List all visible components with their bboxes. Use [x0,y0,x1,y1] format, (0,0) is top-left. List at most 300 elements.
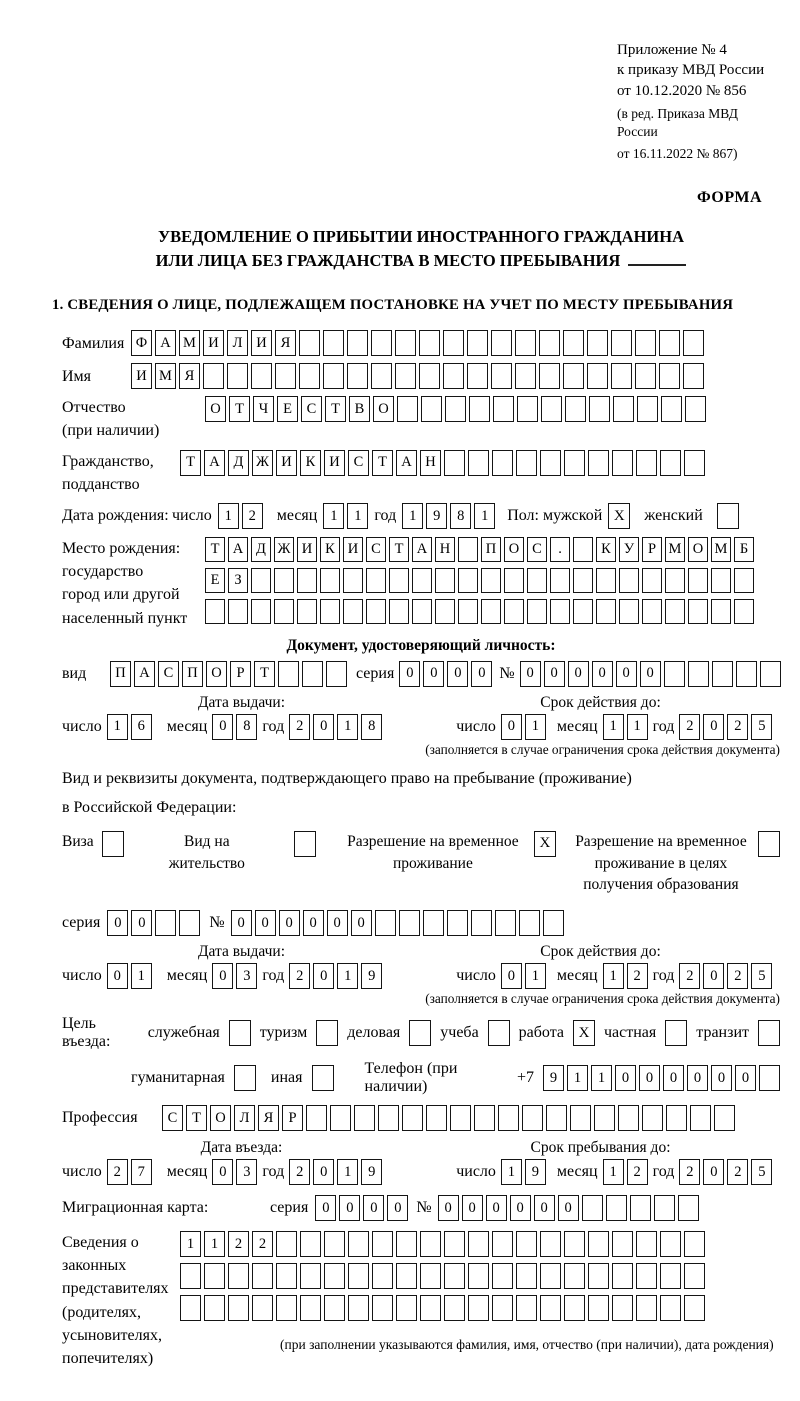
char-box[interactable]: 0 [471,661,492,687]
char-box[interactable]: Д [228,450,249,476]
char-box[interactable] [504,599,524,624]
char-box[interactable]: 8 [450,503,471,529]
char-box[interactable]: Т [254,661,275,687]
char-box[interactable]: Т [389,537,409,562]
char-box[interactable]: 9 [361,963,382,989]
char-box[interactable] [205,599,225,624]
char-box[interactable] [517,396,538,422]
char-box[interactable]: 2 [627,963,648,989]
char-box[interactable] [274,568,294,593]
char-box[interactable]: 0 [351,910,372,936]
char-box[interactable]: 1 [337,714,358,740]
char-box[interactable] [587,330,608,356]
char-box[interactable]: И [131,363,152,389]
char-box[interactable] [594,1105,615,1131]
char-box[interactable]: 0 [212,1159,233,1185]
char-box[interactable] [297,568,317,593]
char-box[interactable]: 0 [363,1195,384,1221]
char-box[interactable] [481,568,501,593]
char-box[interactable] [683,363,704,389]
char-box[interactable] [450,1105,471,1131]
char-box[interactable] [468,1231,489,1257]
char-box[interactable] [347,363,368,389]
char-box[interactable] [659,330,680,356]
char-box[interactable]: Е [205,568,225,593]
char-box[interactable]: 1 [337,963,358,989]
char-box[interactable] [519,910,540,936]
char-box[interactable] [274,599,294,624]
char-box[interactable] [396,1263,417,1289]
char-box[interactable] [447,910,468,936]
char-box[interactable]: И [324,450,345,476]
char-box[interactable] [179,910,200,936]
char-box[interactable] [516,1295,537,1321]
char-box[interactable] [635,330,656,356]
char-box[interactable]: П [182,661,203,687]
char-box[interactable] [564,450,585,476]
char-box[interactable]: К [320,537,340,562]
char-box[interactable]: 0 [303,910,324,936]
char-box[interactable]: И [297,537,317,562]
char-box[interactable] [515,330,536,356]
char-box[interactable] [227,363,248,389]
char-box[interactable]: 0 [315,1195,336,1221]
char-box[interactable] [684,1295,705,1321]
char-box[interactable]: 0 [462,1195,483,1221]
char-box[interactable] [688,568,708,593]
char-box[interactable] [637,396,658,422]
char-box[interactable]: 2 [727,1159,748,1185]
char-box[interactable]: Т [186,1105,207,1131]
char-box[interactable]: 0 [640,661,661,687]
char-box[interactable] [564,1295,585,1321]
char-box[interactable] [540,1295,561,1321]
char-box[interactable]: Л [227,330,248,356]
char-box[interactable]: 0 [131,910,152,936]
char-box[interactable]: 1 [525,963,546,989]
char-box[interactable]: 0 [327,910,348,936]
char-box[interactable] [563,363,584,389]
char-box[interactable] [458,599,478,624]
char-box[interactable]: 0 [486,1195,507,1221]
char-box[interactable]: 1 [591,1065,612,1091]
char-box[interactable]: Ж [274,537,294,562]
char-box[interactable] [539,330,560,356]
char-box[interactable] [444,1295,465,1321]
char-box[interactable] [712,661,733,687]
sex-male-checkbox[interactable]: X [608,503,630,529]
char-box[interactable] [300,1231,321,1257]
char-box[interactable] [420,1231,441,1257]
char-box[interactable]: О [210,1105,231,1131]
char-box[interactable] [299,363,320,389]
char-box[interactable] [444,1231,465,1257]
char-box[interactable]: 2 [228,1231,249,1257]
char-box[interactable]: 0 [212,963,233,989]
char-box[interactable]: 0 [703,714,724,740]
char-box[interactable] [471,910,492,936]
char-box[interactable] [420,1263,441,1289]
char-box[interactable] [324,1295,345,1321]
char-box[interactable] [540,1231,561,1257]
char-box[interactable]: 0 [558,1195,579,1221]
char-box[interactable] [492,1231,513,1257]
char-box[interactable] [563,330,584,356]
char-box[interactable] [412,568,432,593]
char-box[interactable]: О [205,396,226,422]
char-box[interactable]: 1 [525,714,546,740]
char-box[interactable] [606,1195,627,1221]
char-box[interactable]: У [619,537,639,562]
char-box[interactable] [228,599,248,624]
char-box[interactable] [323,363,344,389]
char-box[interactable] [299,330,320,356]
purpose-transit-checkbox[interactable] [758,1020,780,1046]
char-box[interactable]: 0 [339,1195,360,1221]
char-box[interactable] [611,330,632,356]
char-box[interactable]: 0 [399,661,420,687]
char-box[interactable] [660,1295,681,1321]
purpose-other-checkbox[interactable] [312,1065,334,1091]
char-box[interactable] [372,1263,393,1289]
char-box[interactable]: 2 [679,963,700,989]
char-box[interactable] [527,599,547,624]
char-box[interactable] [492,1295,513,1321]
char-box[interactable] [495,910,516,936]
char-box[interactable] [348,1231,369,1257]
char-box[interactable] [276,1231,297,1257]
char-box[interactable]: О [373,396,394,422]
char-box[interactable]: 1 [204,1231,225,1257]
char-box[interactable] [423,910,444,936]
char-box[interactable]: 0 [438,1195,459,1221]
char-box[interactable]: 1 [474,503,495,529]
char-box[interactable] [636,1231,657,1257]
char-box[interactable]: 2 [679,714,700,740]
char-box[interactable] [690,1105,711,1131]
char-box[interactable] [180,1263,201,1289]
char-box[interactable]: 9 [361,1159,382,1185]
char-box[interactable] [306,1105,327,1131]
char-box[interactable] [630,1195,651,1221]
char-box[interactable]: 2 [242,503,263,529]
char-box[interactable]: М [711,537,731,562]
char-box[interactable]: И [276,450,297,476]
char-box[interactable] [435,568,455,593]
char-box[interactable] [550,568,570,593]
char-box[interactable] [688,599,708,624]
char-box[interactable]: Н [435,537,455,562]
char-box[interactable]: 0 [615,1065,636,1091]
char-box[interactable] [596,599,616,624]
char-box[interactable]: 0 [107,910,128,936]
char-box[interactable]: Б [734,537,754,562]
char-box[interactable] [588,1295,609,1321]
char-box[interactable] [366,568,386,593]
char-box[interactable]: 1 [501,1159,522,1185]
char-box[interactable] [348,1295,369,1321]
char-box[interactable] [661,396,682,422]
char-box[interactable] [324,1231,345,1257]
char-box[interactable]: 1 [323,503,344,529]
char-box[interactable] [565,396,586,422]
char-box[interactable] [421,396,442,422]
char-box[interactable]: С [527,537,547,562]
char-box[interactable]: 8 [361,714,382,740]
char-box[interactable]: А [396,450,417,476]
char-box[interactable]: 2 [727,714,748,740]
char-box[interactable]: Ф [131,330,152,356]
char-box[interactable] [468,1263,489,1289]
char-box[interactable] [564,1263,585,1289]
char-box[interactable] [203,363,224,389]
char-box[interactable] [588,1231,609,1257]
char-box[interactable]: 0 [687,1065,708,1091]
char-box[interactable] [596,568,616,593]
char-box[interactable] [468,1295,489,1321]
char-box[interactable] [642,599,662,624]
purpose-private-checkbox[interactable] [665,1020,687,1046]
char-box[interactable] [354,1105,375,1131]
char-box[interactable] [588,450,609,476]
char-box[interactable] [759,1065,780,1091]
char-box[interactable] [684,1231,705,1257]
char-box[interactable] [275,363,296,389]
char-box[interactable]: 8 [236,714,257,740]
char-box[interactable] [714,1105,735,1131]
char-box[interactable] [204,1295,225,1321]
char-box[interactable]: К [596,537,616,562]
char-box[interactable]: 1 [603,963,624,989]
char-box[interactable]: 6 [131,714,152,740]
char-box[interactable] [516,1263,537,1289]
char-box[interactable]: 2 [627,1159,648,1185]
char-box[interactable] [396,1295,417,1321]
char-box[interactable]: А [204,450,225,476]
char-box[interactable] [635,363,656,389]
char-box[interactable]: Ж [252,450,273,476]
char-box[interactable]: Т [372,450,393,476]
char-box[interactable] [540,450,561,476]
char-box[interactable]: 2 [289,963,310,989]
char-box[interactable] [516,1231,537,1257]
char-box[interactable]: И [251,330,272,356]
char-box[interactable] [734,599,754,624]
char-box[interactable] [343,568,363,593]
char-box[interactable]: О [688,537,708,562]
sex-female-checkbox[interactable] [717,503,739,529]
char-box[interactable] [228,1295,249,1321]
char-box[interactable]: 0 [255,910,276,936]
char-box[interactable]: 0 [735,1065,756,1091]
char-box[interactable]: 1 [402,503,423,529]
char-box[interactable] [612,1231,633,1257]
char-box[interactable] [522,1105,543,1131]
char-box[interactable] [516,450,537,476]
char-box[interactable] [252,1263,273,1289]
char-box[interactable]: 1 [603,714,624,740]
char-box[interactable] [326,661,347,687]
char-box[interactable]: 5 [751,963,772,989]
visa-checkbox[interactable] [102,831,124,857]
char-box[interactable]: Т [325,396,346,422]
char-box[interactable] [683,330,704,356]
char-box[interactable] [419,330,440,356]
purpose-work-checkbox[interactable]: X [573,1020,595,1046]
char-box[interactable]: 2 [107,1159,128,1185]
char-box[interactable]: 9 [525,1159,546,1185]
char-box[interactable] [228,1263,249,1289]
char-box[interactable] [573,568,593,593]
char-box[interactable] [180,1295,201,1321]
char-box[interactable] [711,568,731,593]
char-box[interactable] [278,661,299,687]
char-box[interactable]: 0 [313,963,334,989]
char-box[interactable] [588,1263,609,1289]
char-box[interactable] [612,1295,633,1321]
char-box[interactable] [612,450,633,476]
char-box[interactable]: Т [180,450,201,476]
char-box[interactable]: 0 [510,1195,531,1221]
char-box[interactable] [276,1295,297,1321]
char-box[interactable] [445,396,466,422]
char-box[interactable] [300,1263,321,1289]
residence-permit-checkbox[interactable] [294,831,316,857]
char-box[interactable] [664,661,685,687]
char-box[interactable] [665,568,685,593]
purpose-business-checkbox[interactable] [409,1020,431,1046]
char-box[interactable] [252,1295,273,1321]
char-box[interactable] [660,1231,681,1257]
char-box[interactable]: С [348,450,369,476]
char-box[interactable] [688,661,709,687]
char-box[interactable] [678,1195,699,1221]
char-box[interactable]: О [206,661,227,687]
char-box[interactable] [389,599,409,624]
char-box[interactable] [619,568,639,593]
char-box[interactable] [251,363,272,389]
purpose-tourism-checkbox[interactable] [316,1020,338,1046]
char-box[interactable]: В [349,396,370,422]
char-box[interactable] [642,568,662,593]
char-box[interactable]: 0 [212,714,233,740]
char-box[interactable]: 0 [423,661,444,687]
char-box[interactable]: 2 [289,714,310,740]
char-box[interactable]: 0 [520,661,541,687]
char-box[interactable] [573,537,593,562]
char-box[interactable]: О [504,537,524,562]
char-box[interactable]: А [228,537,248,562]
char-box[interactable] [492,1263,513,1289]
char-box[interactable] [468,450,489,476]
char-box[interactable] [371,330,392,356]
char-box[interactable] [276,1263,297,1289]
char-box[interactable] [467,330,488,356]
char-box[interactable] [375,910,396,936]
char-box[interactable]: Е [277,396,298,422]
char-box[interactable]: С [162,1105,183,1131]
char-box[interactable] [399,910,420,936]
char-box[interactable]: Д [251,537,271,562]
char-box[interactable] [474,1105,495,1131]
char-box[interactable] [371,363,392,389]
char-box[interactable]: 0 [279,910,300,936]
char-box[interactable] [300,1295,321,1321]
temp-residence-checkbox[interactable]: X [534,831,556,857]
char-box[interactable] [539,363,560,389]
char-box[interactable]: 1 [627,714,648,740]
char-box[interactable]: 1 [347,503,368,529]
char-box[interactable] [491,363,512,389]
char-box[interactable] [515,363,536,389]
char-box[interactable] [467,363,488,389]
char-box[interactable] [587,363,608,389]
char-box[interactable] [642,1105,663,1131]
char-box[interactable]: 7 [131,1159,152,1185]
char-box[interactable] [419,363,440,389]
char-box[interactable] [251,599,271,624]
char-box[interactable] [493,396,514,422]
char-box[interactable]: 0 [501,714,522,740]
char-box[interactable] [654,1195,675,1221]
char-box[interactable] [395,363,416,389]
char-box[interactable] [711,599,731,624]
char-box[interactable] [435,599,455,624]
char-box[interactable]: 1 [603,1159,624,1185]
char-box[interactable]: 0 [711,1065,732,1091]
char-box[interactable] [396,1231,417,1257]
char-box[interactable] [543,910,564,936]
char-box[interactable]: Я [275,330,296,356]
char-box[interactable] [412,599,432,624]
char-box[interactable]: 1 [337,1159,358,1185]
char-box[interactable] [302,661,323,687]
char-box[interactable] [330,1105,351,1131]
char-box[interactable]: 0 [387,1195,408,1221]
char-box[interactable] [347,330,368,356]
char-box[interactable]: 0 [534,1195,555,1221]
char-box[interactable] [736,661,757,687]
char-box[interactable]: 9 [543,1065,564,1091]
char-box[interactable]: К [300,450,321,476]
char-box[interactable]: С [366,537,386,562]
char-box[interactable] [582,1195,603,1221]
char-box[interactable] [612,1263,633,1289]
char-box[interactable]: 0 [313,714,334,740]
char-box[interactable] [684,1263,705,1289]
char-box[interactable] [665,599,685,624]
char-box[interactable] [251,568,271,593]
char-box[interactable]: С [158,661,179,687]
char-box[interactable] [527,568,547,593]
char-box[interactable]: А [412,537,432,562]
char-box[interactable] [636,450,657,476]
char-box[interactable]: Я [258,1105,279,1131]
char-box[interactable] [297,599,317,624]
char-box[interactable] [348,1263,369,1289]
char-box[interactable]: 1 [567,1065,588,1091]
char-box[interactable]: 9 [426,503,447,529]
char-box[interactable]: 0 [501,963,522,989]
char-box[interactable] [619,599,639,624]
char-box[interactable] [372,1295,393,1321]
char-box[interactable]: 1 [131,963,152,989]
char-box[interactable]: 0 [703,963,724,989]
char-box[interactable]: М [665,537,685,562]
char-box[interactable] [366,599,386,624]
char-box[interactable]: Н [420,450,441,476]
char-box[interactable] [660,450,681,476]
